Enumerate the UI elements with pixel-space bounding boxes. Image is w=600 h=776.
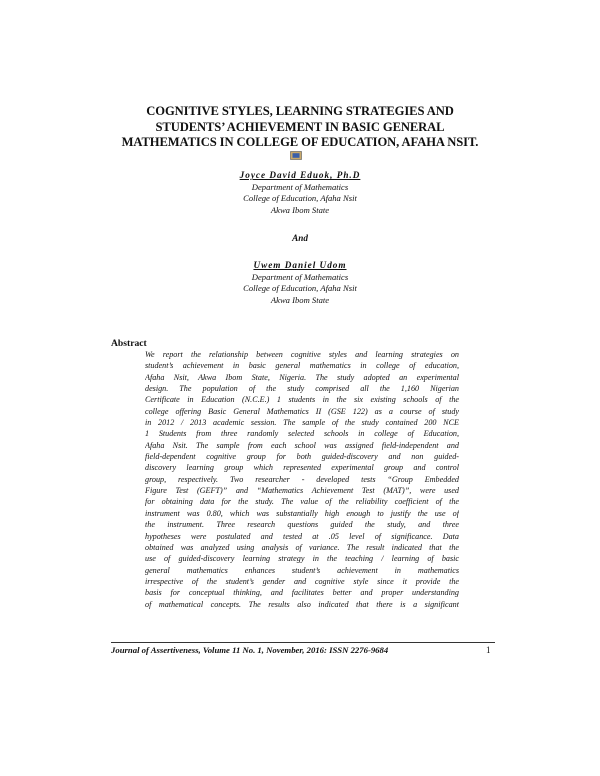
- paper-title: [100, 104, 500, 151]
- title-line: MATHEMATICS IN COLLEGE OF EDUCATION, AFAHA NSIT.: [121, 135, 479, 150]
- abstract-line: hypotheses were postulated and tested at .05 level of significance. Data: [145, 531, 459, 541]
- abstract-line: of mathematical concepts. The results also indicated that there is a significant: [145, 599, 459, 609]
- abstract-line: basis for conceptual thinking, and facilitates better and proper understanding: [145, 588, 459, 598]
- abstract-line: design. The population of the study comprised all the 1,160 Nigerian: [145, 384, 459, 394]
- abstract-line: general mathematics enhances student’s achievement in mathematics: [145, 565, 459, 575]
- journal-citation: Journal of Assertiveness, Volume 11 No. 1, November, 2016: ISSN 2276-9684: [111, 645, 389, 655]
- abstract-line: student’s achievement in basic general mathematics in college of education,: [145, 361, 459, 371]
- abstract-line: for obtaining data for the study. The value of the reliability coefficient of the: [145, 497, 459, 507]
- abstract-line: We report the relationship between cognitive styles and learning strategies on: [145, 350, 459, 359]
- author-name: Joyce David Eduok, Ph.D: [239, 170, 361, 180]
- affiliation-line: College of Education, Afaha Nsit: [243, 283, 357, 294]
- abstract-line: the instrument. Three research questions guided the study, and three: [145, 520, 459, 530]
- abstract-line: Afaha Nsit, Akwa Ibom State, Nigeria. The study adopted an experimental: [145, 372, 459, 382]
- author-name: Uwem Daniel Udom: [253, 260, 347, 270]
- page-number: 1: [486, 645, 491, 655]
- title-line: COGNITIVE STYLES, LEARNING STRATEGIES AND: [146, 104, 454, 118]
- affiliation-line: Department of Mathematics: [251, 181, 349, 192]
- abstract-heading: Abstract: [111, 338, 147, 349]
- affiliation-line: Department of Mathematics: [251, 271, 349, 282]
- footer-divider: [111, 642, 495, 643]
- author-block-1: [150, 170, 450, 216]
- affiliation-line: Akwa Ibom State: [270, 204, 330, 215]
- abstract-line: Afaha Nsit. The sample from each school was assigned field-independent and: [145, 440, 459, 450]
- abstract-line: obtained was analyzed using analysis of variance. The result indicated that the: [145, 542, 459, 552]
- abstract-line: discovery learning group which represented experimental group and control: [145, 463, 459, 473]
- emblem-icon: [290, 151, 302, 160]
- abstract-line: 1 Students from three randomly selected schools in college of Education,: [145, 429, 459, 439]
- title-line: STUDENTS’ ACHIEVEMENT IN BASIC GENERAL: [155, 119, 445, 134]
- abstract-line: Figure Test (GEFT)” and “Mathematics Achievement Test (MAT)”, were used: [145, 486, 459, 496]
- affiliation-line: Akwa Ibom State: [270, 294, 330, 305]
- abstract-line: instrument was 0.80, which was substantially high enough to justify the use of: [145, 508, 459, 518]
- abstract-line: field-dependent cognitive group for both guided-discovery and non guided-: [145, 452, 459, 462]
- author-conjunction: And: [292, 233, 308, 243]
- abstract-line: in 2012 / 2013 academic session. The sample of the study contained 200 NCE: [145, 418, 459, 428]
- abstract-body: [145, 349, 459, 610]
- abstract-line: group, respectively. Two researcher - developed tests “Group Embedded: [145, 474, 459, 484]
- abstract-line: irrespective of the student’s gender and cognitive style since it provide the: [145, 576, 459, 586]
- author-block-2: [150, 260, 450, 306]
- affiliation-line: College of Education, Afaha Nsit: [243, 193, 357, 204]
- abstract-line: Certificate in Education (N.C.E.) 1 students in the six existing schools of the: [145, 395, 459, 405]
- abstract-line: college offering Basic General Mathematics II (GSE 122) as a course of study: [145, 406, 459, 416]
- abstract-line: use of guided-discovery learning strategy in the teaching / learning of basic: [145, 554, 459, 564]
